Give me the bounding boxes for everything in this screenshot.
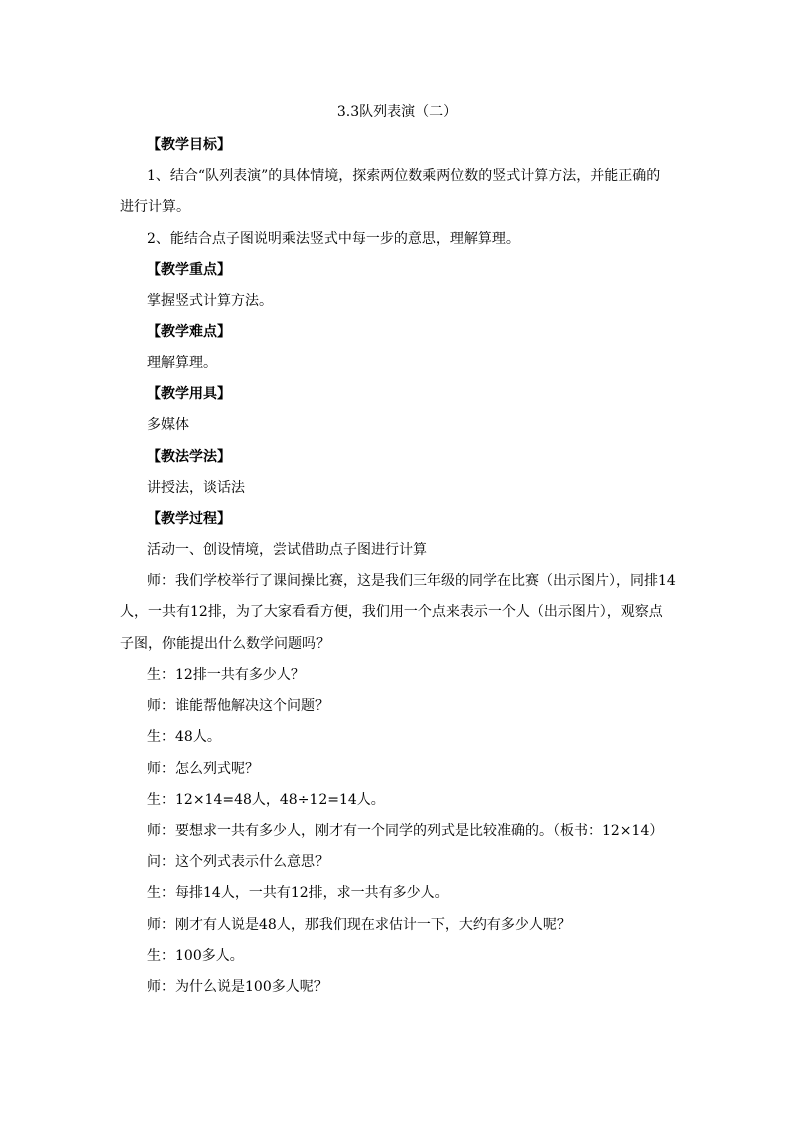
dialogue-line: 生：每排14人，一共有12排，求一共有多少人。 xyxy=(147,885,449,901)
dialogue-line: 师：为什么说是100多人呢？ xyxy=(147,979,328,995)
process-heading: 【教学过程】 xyxy=(147,511,231,527)
dialogue-line: 生：48人。 xyxy=(147,729,221,745)
goal-item-1: 1、结合“队列表演”的具体情境，探索两位数乘两位数的竖式计算方法，并能正确的 xyxy=(147,168,661,184)
activity-1: 活动一、创设情境，尝试借助点子图进行计算 xyxy=(147,542,427,558)
dialogue-line: 生：12×14=48人，48÷12=14人。 xyxy=(147,792,385,808)
dialogue-line: 师：刚才有人说是48人，那我们现在求估计一下，大约有多少人呢？ xyxy=(147,917,571,933)
difficulty-text: 理解算理。 xyxy=(147,355,217,371)
dialogue-line: 问：这个列式表示什么意思？ xyxy=(147,854,329,870)
dialogue-line: 师：怎么列式呢？ xyxy=(147,761,259,777)
paragraph-1-line-1: 师：我们学校举行了课间操比赛，这是我们三年级的同学在比赛（出示图片），同排14 xyxy=(147,573,676,589)
dialogue-line: 生：12排一共有多少人？ xyxy=(147,667,305,683)
method-text: 讲授法，谈话法 xyxy=(147,480,245,496)
page-title: 3.3队列表演（二） xyxy=(336,104,458,120)
method-heading: 【教法学法】 xyxy=(147,449,231,465)
dialogue-line: 生：100多人。 xyxy=(147,948,244,964)
goal-item-1-cont: 进行计算。 xyxy=(120,199,190,215)
goal-heading: 【教学目标】 xyxy=(147,137,231,153)
paragraph-1-line-2: 人，一共有12排，为了大家看看方便，我们用一个点来表示一个人（出示图片），观察点 xyxy=(120,604,663,620)
tools-heading: 【教学用具】 xyxy=(147,386,231,402)
dialogue-line: 师：谁能帮他解决这个问题？ xyxy=(147,698,329,714)
goal-item-2: 2、能结合点子图说明乘法竖式中每一步的意思，理解算理。 xyxy=(147,231,520,247)
difficulty-heading: 【教学难点】 xyxy=(147,324,231,340)
key-heading: 【教学重点】 xyxy=(147,262,231,278)
dialogue-line: 师：要想求一共有多少人，刚才有一个同学的列式是比较准确的。（板书：12×14） xyxy=(147,823,664,839)
key-text: 掌握竖式计算方法。 xyxy=(147,293,273,309)
paragraph-1-line-3: 子图，你能提出什么数学问题吗？ xyxy=(120,636,330,652)
tools-text: 多媒体 xyxy=(147,417,189,433)
